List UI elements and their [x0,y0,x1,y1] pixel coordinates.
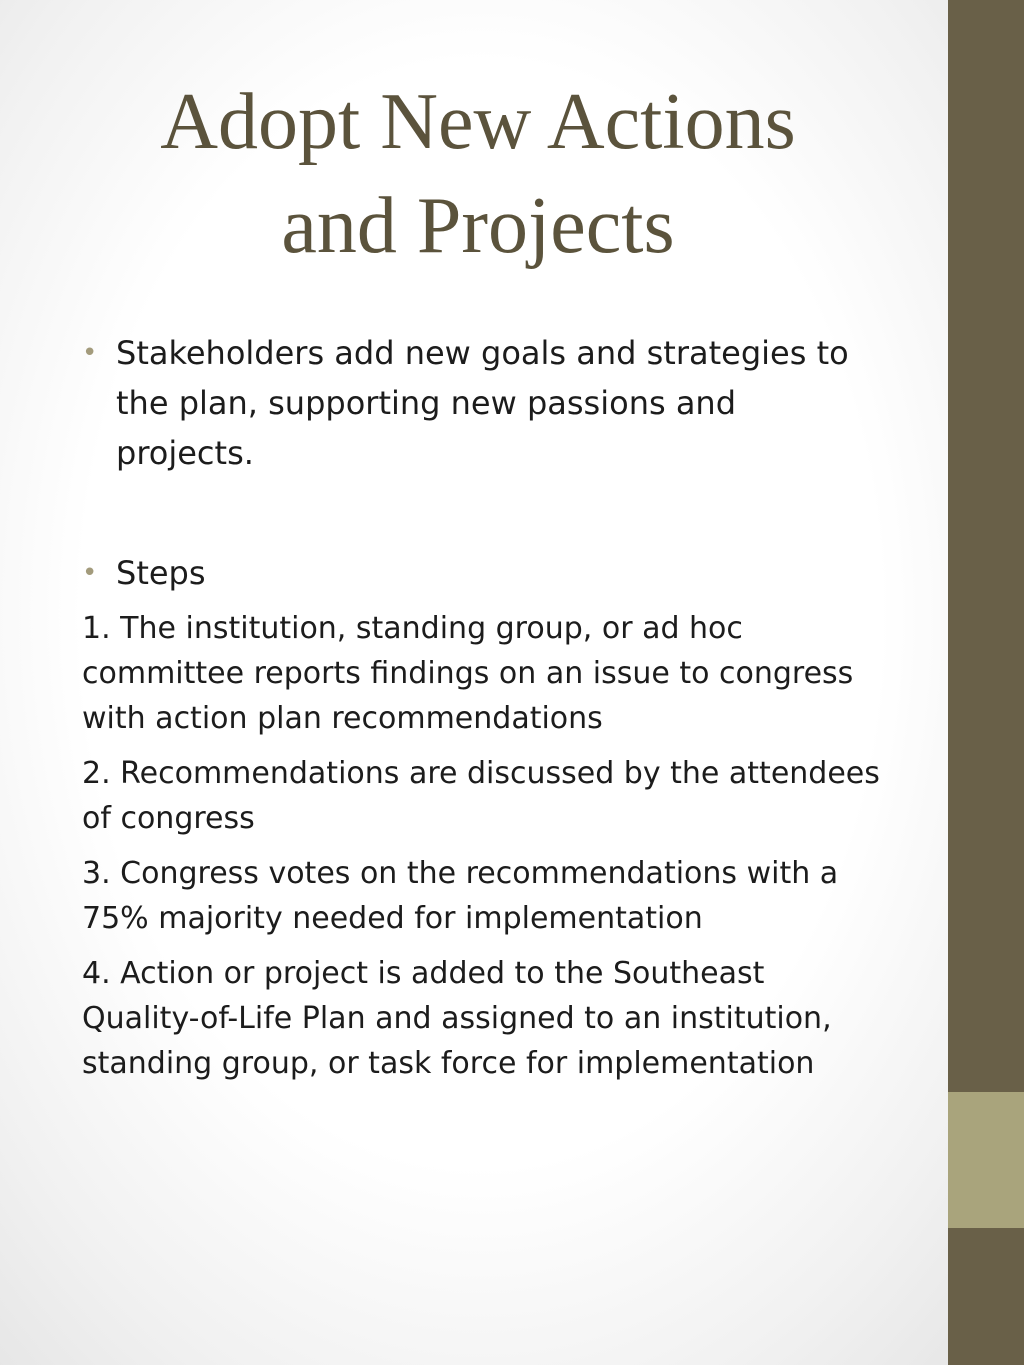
bullet-item [82,548,882,598]
slide-content [82,328,882,1096]
slide-title-line-2: and Projects [281,182,675,270]
slide-title [60,70,896,278]
bullet-text: Steps [116,554,206,592]
bullet-icon: • [82,558,98,588]
step-item: 1. The institution, standing group, or ad hoc committee reports findings on an issue to congress with action plan recommendations [82,611,854,736]
step-item: 2. Recommendations are discussed by the attendees of congress [82,756,880,836]
slide-title-line-1: Adopt New Actions [160,78,796,166]
bullet-item [82,328,882,478]
bullet-text: Stakeholders add new goals and strategies to the plan, supporting new passions and projects. [116,334,849,472]
side-accent-block [948,1092,1024,1228]
step-item: 4. Action or project is added to the Southeast Quality-of-Life Plan and assigned to an institution, standing group, or task force for implementation [82,956,832,1081]
bullet-icon: • [82,338,98,368]
step-item: 3. Congress votes on the recommendations with a 75% majority needed for implementation [82,856,839,936]
